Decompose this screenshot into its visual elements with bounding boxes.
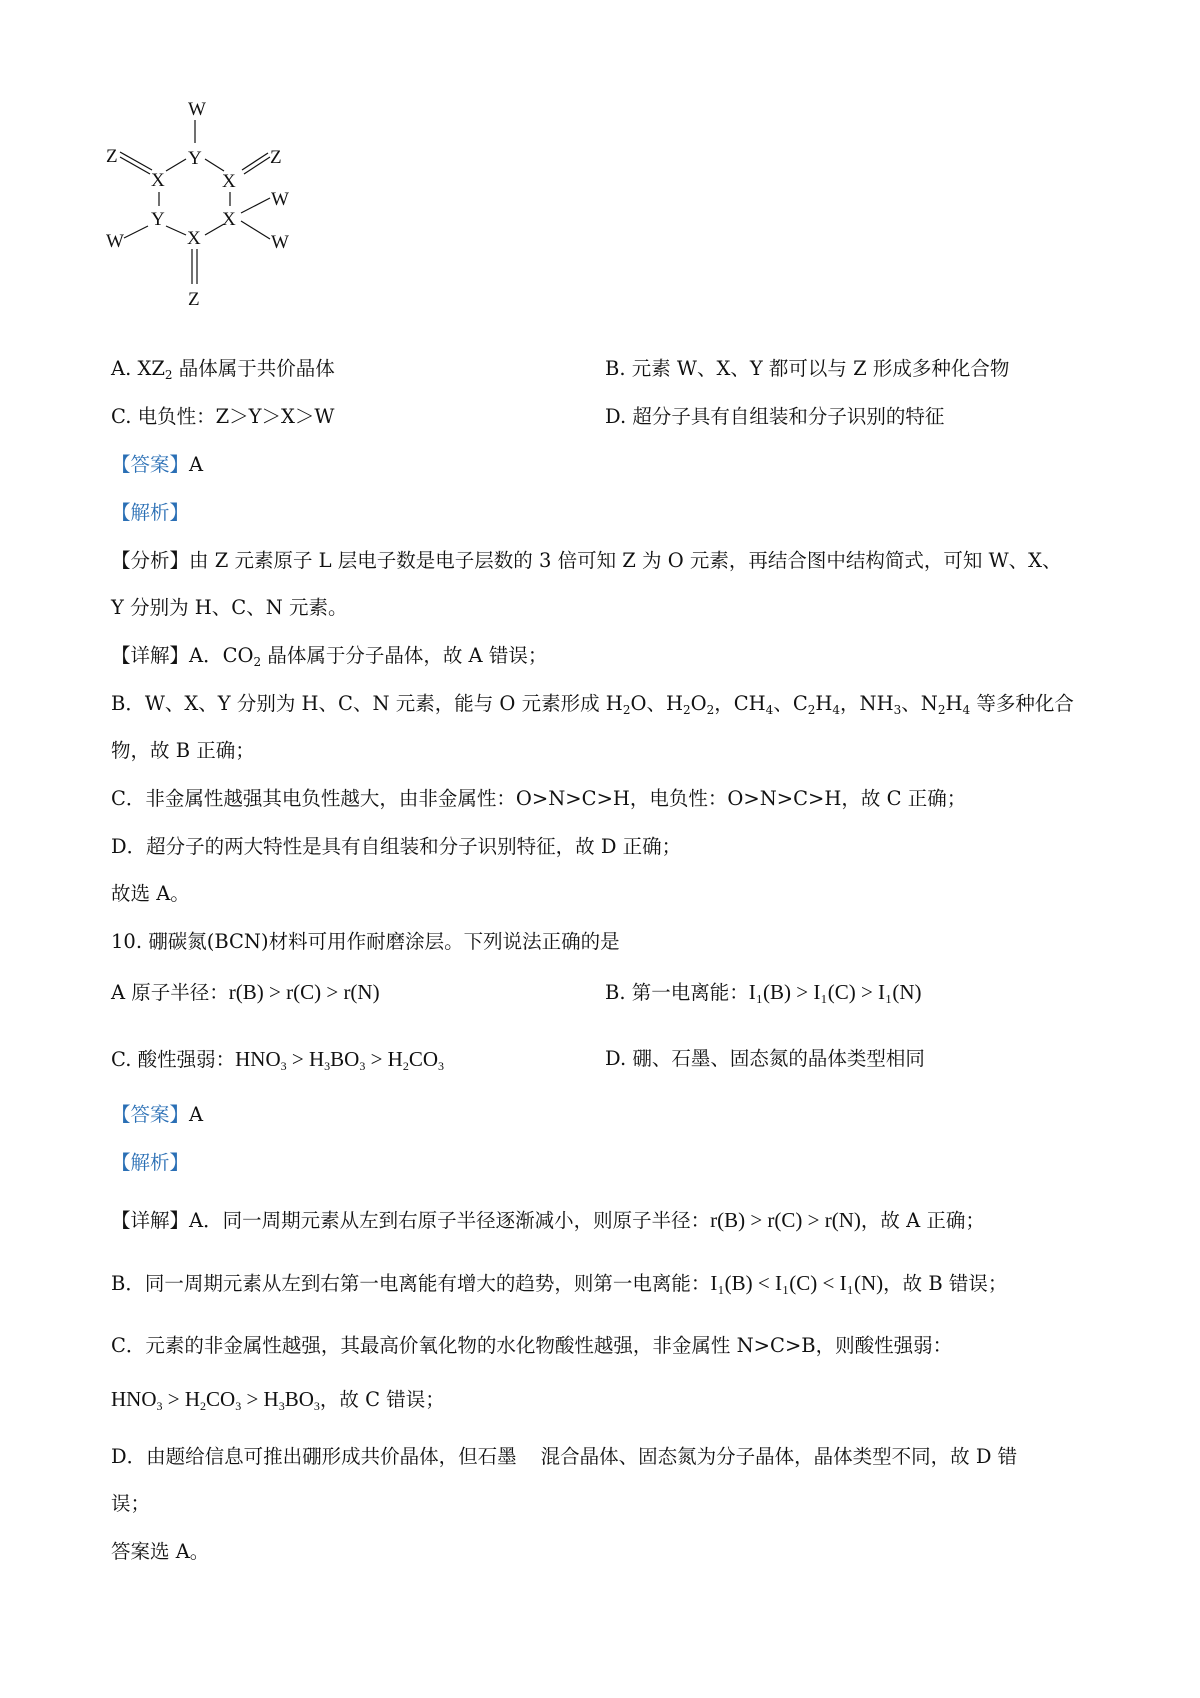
q9-detail-a: 【详解】A．$CO_2$ 晶体属于分子晶体，故 A 错误； [111,644,548,669]
q10-detail-d-line-2: 误； [111,1492,151,1515]
bond [166,159,186,171]
bond [241,221,270,239]
q9-analysis-tag: 【解析】 [111,501,190,524]
q9-option-d: D. 超分子具有自组装和分子识别的特征 [605,405,945,428]
q9-detail-d: D．超分子的两大特性是具有自组装和分子识别特征，故 D 正确； [111,835,682,858]
q10-option-c: C. 酸性强弱：$HNO_3 > H_3BO_3 > H_2CO_3$ [111,1047,445,1073]
q10-option-d: D. 硼、石墨、固态氮的晶体类型相同 [605,1047,925,1070]
q9-answer: 【答案】A [111,453,204,476]
q9-fenxi-line-2: Y 分别为 H、C、N 元素。 [111,596,348,619]
math-expression: r(B) > r(C) > r(N) [710,1208,861,1232]
atom-x-mid: X [222,209,236,230]
math-expression: r(B) > r(C) > r(N) [228,980,380,1004]
bond [124,226,148,238]
bond [241,198,270,213]
q10-option-b: B. 第一电离能：I₁(B) > I₁(C) > I₁(N) [605,980,922,1004]
q9-option-a: A. $XZ_2$ 晶体属于共价晶体 [111,357,335,382]
q9-fenxi-line-1: 【分析】由 Z 元素原子 L 层电子数是电子层数的 3 倍可知 Z 为 O 元素，再结合图中结构简式，可知 W、X、 [111,549,1062,572]
atom-x-bottom: X [187,228,201,249]
atom-z-right: Z [270,147,282,168]
q10-answer: 【答案】A [111,1103,204,1126]
atom-w-top: W [188,100,206,120]
q10-detail-d-line-1: D．由题给信息可推出硼形成共价晶体，但石墨 混合晶体、固态氮为分子晶体，晶体类型不同，故 D 错 [111,1445,1018,1468]
bond [120,157,150,174]
math-expression: $HNO_3 > H_3BO_3 > H_2CO_3$ [235,1047,445,1073]
math-expression: I₁(B) > I₁(C) > I₁(N) [748,980,922,1004]
math-expression: $HNO_3 > H_2CO_3 > H_3BO_3$ [111,1387,320,1413]
q9-detail-b-line-1: B．W、X、Y 分别为 H、C、N 元素，能与 O 元素形成 $H_2O$、$H_2O_2$，$CH_4$、$C_2H_4$，$NH_3$、$N_2H_4$ 等多种化合 [111,692,1074,717]
bond [205,159,224,171]
q9-conclusion: 故选 A。 [111,882,190,905]
atom-z-left: Z [106,146,118,167]
structure-diagram [100,100,440,320]
q9-detail-b-line-2: 物，故 B 正确； [111,739,255,762]
q9-option-c: C. 电负性：Z＞Y＞X＞W [111,405,335,428]
q10-detail-b: B．同一周期元素从左到右第一电离能有增大的趋势，则第一电离能：I₁(B) < I₁(C) < I₁(N)，故 B 错误； [111,1271,1008,1295]
atom-z-bottom: Z [188,289,200,310]
q10-detail-a: 【详解】A．同一周期元素从左到右原子半径逐渐减小，则原子半径：r(B) > r(C) > r(N)，故 A 正确； [111,1208,985,1232]
atom-x-left: X [151,170,165,191]
q10-conclusion: 答案选 A。 [111,1540,210,1563]
q10-analysis-tag: 【解析】 [111,1151,190,1174]
math-expression: I₁(B) < I₁(C) < I₁(N) [710,1271,884,1295]
q10-detail-c-line-2: $HNO_3 > H_2CO_3 > H_3BO_3$，故 C 错误； [111,1387,445,1413]
atom-w-right-2: W [271,232,289,253]
atom-y-left: Y [151,209,165,230]
q10-detail-c-line-1: C．元素的非金属性越强，其最高价氧化物的水化物酸性越强，非金属性 N>C>B，则酸性强弱： [111,1334,953,1357]
q9-option-b: B. 元素 W、X、Y 都可以与 Z 形成多种化合物 [605,357,1010,380]
answer-tag: 【答案】 [111,453,190,476]
q9-detail-c: C．非金属性越强其电负性越大，由非金属性：O>N>C>H，电负性：O>N>C>H，故 C 正确； [111,787,967,810]
q10-option-a: A 原子半径：r(B) > r(C) > r(N) [111,980,380,1004]
atom-y-top: Y [188,148,202,169]
bond [166,226,186,235]
atom-x-right: X [222,171,236,192]
answer-tag: 【答案】 [111,1103,190,1126]
atom-w-right-1: W [271,189,289,210]
q10-stem: 10. 硼碳氮(BCN)材料可用作耐磨涂层。下列说法正确的是 [111,930,620,953]
bond [120,152,152,170]
atom-w-left: W [106,231,124,252]
